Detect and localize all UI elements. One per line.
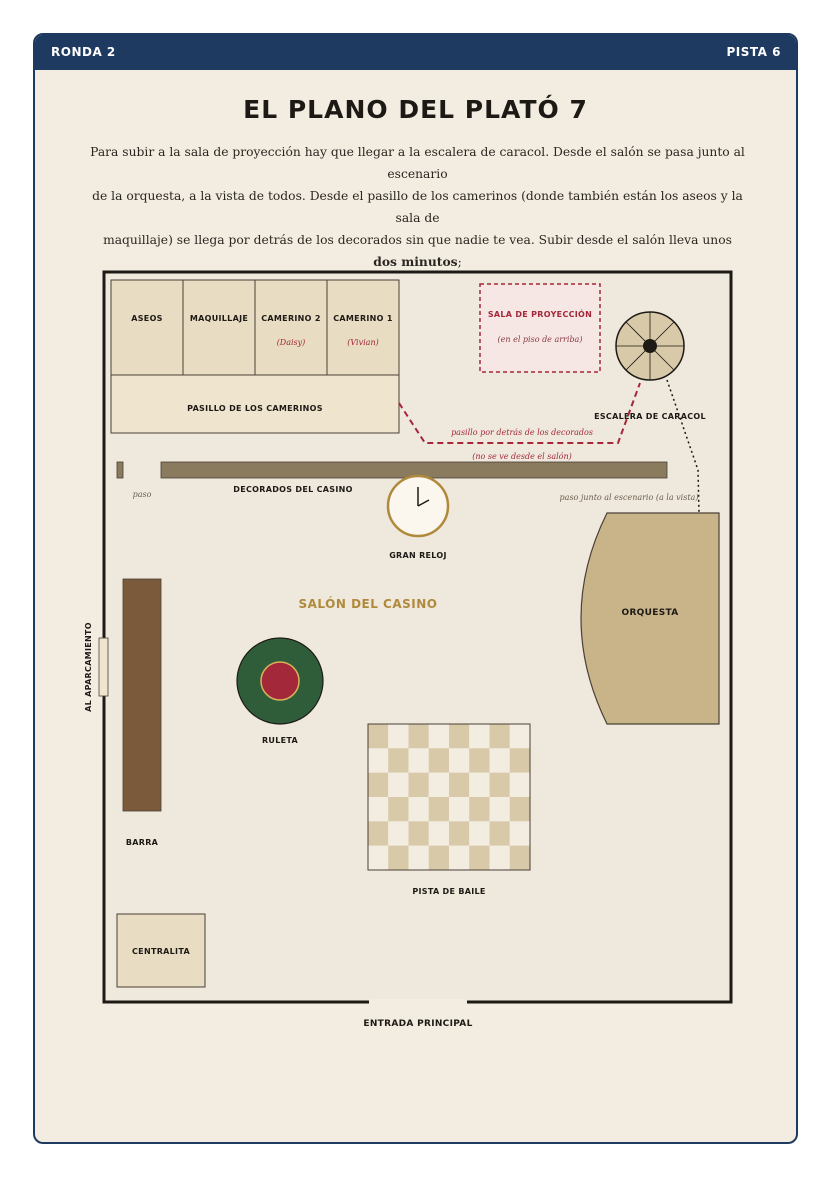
dance-floor-tile (388, 748, 408, 772)
spiral-staircase-icon (616, 312, 684, 380)
dance-floor-tile (510, 797, 530, 821)
parking-door (99, 638, 108, 696)
dance-floor-tile (469, 724, 489, 748)
dance-floor-tile (490, 821, 510, 845)
aseos-label: ASEOS (131, 314, 163, 323)
decorations-wall-left (117, 462, 123, 478)
dance-floor-tile (510, 773, 530, 797)
dance-floor-tile (409, 846, 429, 870)
dance-floor-tile (490, 797, 510, 821)
dance-floor-tile (510, 846, 530, 870)
room-maquillaje (183, 280, 255, 375)
dance-floor-tile (449, 821, 469, 845)
dance-floor-tile (368, 846, 388, 870)
page-card (33, 33, 798, 1144)
decorations-label: DECORADOS DEL CASINO (233, 485, 353, 494)
intro-line: de la orquesta, a la vista de todos. Desde el pasillo de los camerinos (donde también están los aseos y la sala de (92, 189, 743, 225)
dance-floor-tile (510, 821, 530, 845)
projection-room-note: (en el piso de arriba) (497, 335, 583, 344)
switchboard-label: CENTRALITA (132, 947, 190, 956)
dance-floor-tile (490, 748, 510, 772)
dance-floor-tile (449, 748, 469, 772)
dance-floor-tile (490, 773, 510, 797)
salon-label: SALÓN DEL CASINO (298, 597, 438, 611)
dance-floor-tile (429, 797, 449, 821)
hidden-path-note: (no se ve desde el salón) (472, 452, 572, 461)
intro-text: maquillaje) se llega por detrás de los decorados sin que nadie te vea. Subir desde el salón lleva unos (103, 233, 732, 247)
room-camerino-2 (255, 280, 327, 375)
dance-floor-tile (388, 797, 408, 821)
dance-floor-tile (409, 773, 429, 797)
dance-floor-tile (368, 773, 388, 797)
dance-floor-tile (388, 724, 408, 748)
room-camerino-1 (327, 280, 399, 375)
dance-floor-tile (469, 748, 489, 772)
dance-floor (368, 724, 530, 870)
staircase-label: ESCALERA DE CARACOL (594, 412, 706, 421)
pasillo-label: PASILLO DE LOS CAMERINOS (187, 404, 323, 413)
bar-label: BARRA (125, 838, 159, 847)
round-label: RONDA 2 (51, 45, 116, 59)
floor-plan (35, 35, 798, 1144)
dance-floor-tile (449, 724, 469, 748)
dance-floor-tile (388, 821, 408, 845)
dance-floor-tile (449, 846, 469, 870)
dance-floor-tile (490, 846, 510, 870)
camerino-2-label: CAMERINO 2 (261, 314, 321, 323)
dance-floor-tile (429, 773, 449, 797)
dance-floor-tile (429, 846, 449, 870)
camerino-1-note: (Vivian) (347, 338, 379, 347)
dance-floor-tile (469, 773, 489, 797)
dance-floor-tile (409, 748, 429, 772)
maquillaje-label: MAQUILLAJE (189, 314, 249, 323)
dance-floor-tile (409, 821, 429, 845)
gap-label: paso (132, 490, 152, 499)
page-title: EL PLANO DEL PLATÓ 7 (243, 95, 588, 124)
dance-floor-tile (429, 724, 449, 748)
bar-counter (123, 579, 161, 811)
dance-floor-tile (388, 773, 408, 797)
dressing-rooms (111, 280, 399, 433)
projection-room (480, 284, 600, 372)
dance-floor-tile (429, 748, 449, 772)
orchestra-label: ORQUESTA (621, 608, 679, 618)
camerino-1-label: CAMERINO 1 (333, 314, 393, 323)
dance-floor-tile (409, 724, 429, 748)
dance-floor-tile (449, 773, 469, 797)
parking-label: AL APARCAMIENTO (84, 622, 93, 712)
stage-path-label: paso junto al escenario (a la vista) (559, 493, 699, 502)
dance-floor-tile (490, 724, 510, 748)
dance-floor-tile (368, 724, 388, 748)
room-aseos (111, 280, 183, 375)
orchestra-stage (581, 513, 719, 724)
dance-floor-tile (510, 748, 530, 772)
roulette-label: RULETA (261, 736, 299, 745)
roulette-icon (237, 638, 323, 724)
camerino-2-note: (Daisy) (276, 338, 306, 347)
entrance-label: ENTRADA PRINCIPAL (363, 1019, 473, 1029)
dance-floor-tile (469, 821, 489, 845)
dance-floor-tile (388, 846, 408, 870)
intro-emphasis: dos minutos (373, 254, 458, 269)
dance-floor-label: PISTA DE BAILE (412, 887, 486, 896)
hidden-path-label: pasillo por detrás de los decorados (451, 428, 593, 437)
clock-icon (388, 476, 448, 536)
track-label: PISTA 6 (726, 45, 781, 59)
entrance-gap (369, 999, 467, 1005)
projection-room-label: SALA DE PROYECCIÓN (487, 310, 593, 319)
dance-floor-tile (510, 724, 530, 748)
intro-text: ; (457, 255, 462, 269)
dance-floor-tile (429, 821, 449, 845)
dance-floor-tile (449, 797, 469, 821)
dance-floor-tile (409, 797, 429, 821)
clock-label: GRAN RELOJ (389, 551, 447, 560)
dance-floor-tile (469, 797, 489, 821)
dance-floor-tile (368, 748, 388, 772)
dance-floor-tile (368, 821, 388, 845)
dance-floor-tile (368, 797, 388, 821)
intro-line: Para subir a la sala de proyección hay que llegar a la escalera de caracol. Desde el salón se pasa junto al escenario (90, 145, 745, 181)
dance-floor-tile (469, 846, 489, 870)
